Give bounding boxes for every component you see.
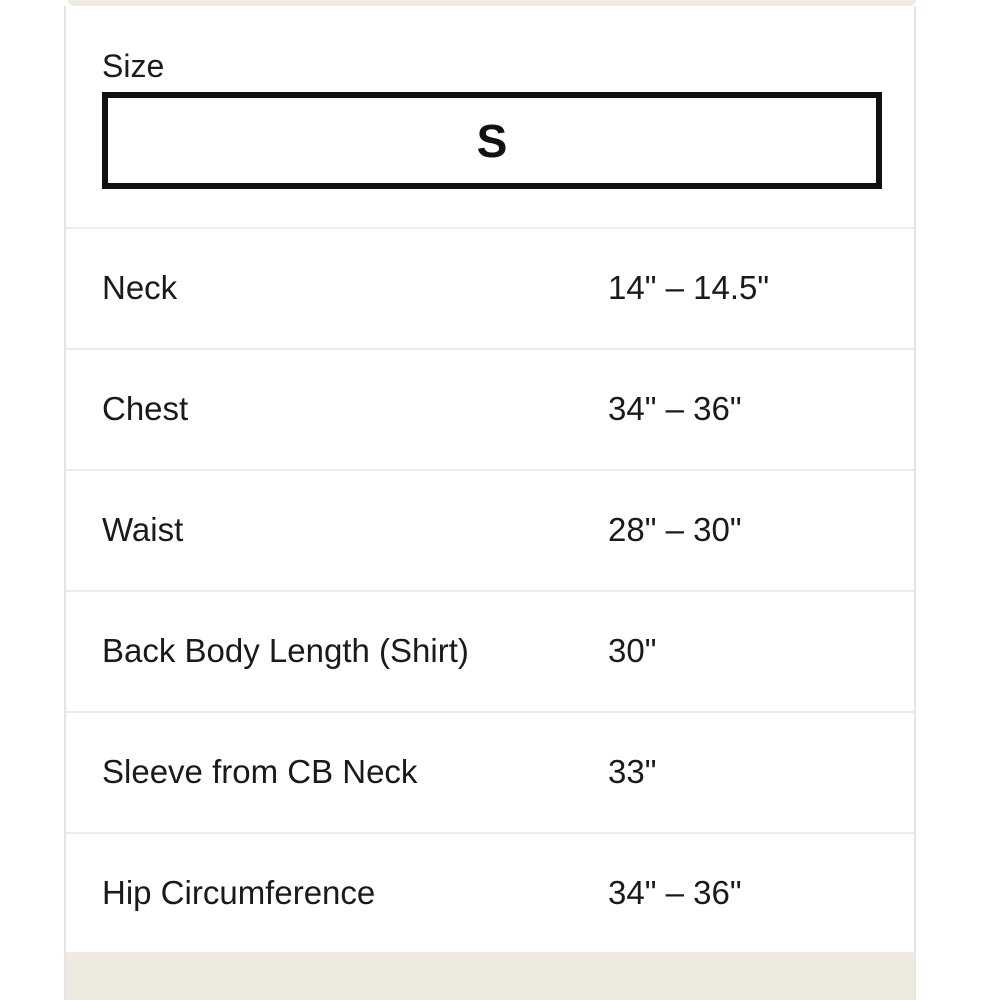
measurement-table bbox=[66, 227, 914, 953]
table-row bbox=[66, 832, 914, 953]
size-label: Size bbox=[102, 48, 165, 84]
measurement-value-neck: 14" – 14.5" bbox=[608, 269, 770, 306]
measurement-label-sleeve: Sleeve from CB Neck bbox=[102, 753, 418, 790]
measurement-label-neck: Neck bbox=[102, 269, 178, 306]
measurement-label-back-body-length: Back Body Length (Shirt) bbox=[102, 632, 469, 669]
table-row bbox=[66, 348, 914, 469]
measurement-value-chest: 34" – 36" bbox=[608, 390, 742, 427]
measurement-value-back-body-length: 30" bbox=[608, 632, 657, 669]
selected-size-value: S bbox=[476, 114, 508, 167]
table-row bbox=[66, 227, 914, 348]
size-chart-panel bbox=[64, 6, 916, 1000]
table-row bbox=[66, 711, 914, 832]
size-selector-button[interactable] bbox=[102, 92, 882, 189]
measurement-value-hip: 34" – 36" bbox=[608, 874, 742, 911]
table-row bbox=[66, 469, 914, 590]
table-row bbox=[66, 590, 914, 711]
measurement-value-sleeve: 33" bbox=[608, 753, 657, 790]
measurement-value-waist: 28" – 30" bbox=[608, 511, 742, 548]
measurement-label-waist: Waist bbox=[102, 511, 184, 548]
measurement-label-hip: Hip Circumference bbox=[102, 874, 376, 911]
bottom-decorative-band bbox=[66, 952, 914, 1000]
measurement-label-chest: Chest bbox=[102, 390, 189, 427]
